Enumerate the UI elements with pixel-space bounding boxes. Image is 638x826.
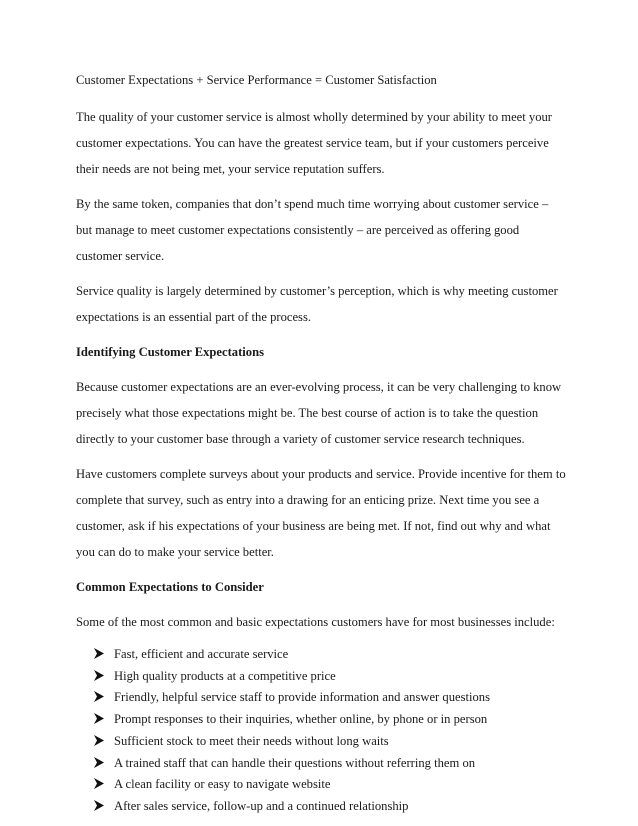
list-item <box>94 687 566 709</box>
list-item-text: Fast, efficient and accurate service <box>114 647 289 661</box>
list-item <box>94 666 566 688</box>
list-item-text: Sufficient stock to meet their needs without long waits <box>114 733 389 748</box>
list-item-text: A trained staff that can handle their questions without referring them on <box>114 755 476 770</box>
intro-paragraph: Service quality is largely determined by customer’s perception, which is why meeting customer expectations is an essential part of the process. <box>76 284 558 324</box>
list-item <box>94 774 566 796</box>
list-item <box>94 644 566 666</box>
list-item-text: Friendly, helpful service staff to provide information and answer questions <box>114 690 490 705</box>
list-item <box>94 753 566 775</box>
expectations-list <box>76 644 566 818</box>
section-heading-identifying: Identifying Customer Expectations <box>76 345 264 359</box>
section-heading-common: Common Expectations to Consider <box>76 580 264 594</box>
intro-paragraph: The quality of your customer service is almost wholly determined by your ability to meet your customer expectations. You can have the greatest service team, but if your customers perceive their needs are not being met, your service reputation suffers. <box>76 110 553 176</box>
arrow-bullet-icon <box>94 756 114 767</box>
section1-paragraph: Have customers complete surveys about your products and service. Provide incentive for them to complete that survey, such as entry into a drawing for an enticing prize. Next time you see a customer, ask if his expectations of your business are being met. If not, find out why and what you can do to make your service better. <box>76 467 566 559</box>
arrow-bullet-icon <box>94 669 114 680</box>
document-title-line: Customer Expectations + Service Performance = Customer Satisfaction <box>76 73 437 87</box>
arrow-bullet-icon <box>94 690 114 701</box>
list-item-text: After sales service, follow-up and a continued relationship <box>114 798 409 813</box>
list-item <box>94 731 566 753</box>
list-item <box>94 796 566 818</box>
list-item-text: A clean facility or easy to navigate website <box>114 777 331 792</box>
section1-paragraph: Because customer expectations are an ever-evolving process, it can be very challenging to know precisely what those expectations might be. The best course of action is to take the question directly to your customer base through a variety of customer service research techniques. <box>76 380 562 446</box>
list-item-text: High quality products at a competitive price <box>114 668 336 683</box>
section2-intro: Some of the most common and basic expectations customers have for most businesses include: <box>76 615 555 629</box>
arrow-bullet-icon <box>94 647 114 658</box>
document-page <box>76 67 566 818</box>
list-item <box>94 709 566 731</box>
arrow-bullet-icon <box>94 799 114 810</box>
arrow-bullet-icon <box>94 734 114 745</box>
list-item-text: Prompt responses to their inquiries, whether online, by phone or in person <box>114 712 488 727</box>
arrow-bullet-icon <box>94 777 114 788</box>
intro-paragraph: By the same token, companies that don’t spend much time worrying about customer service – but manage to meet customer expectations consistently – are perceived as offering good customer service. <box>76 197 549 263</box>
arrow-bullet-icon <box>94 712 114 723</box>
